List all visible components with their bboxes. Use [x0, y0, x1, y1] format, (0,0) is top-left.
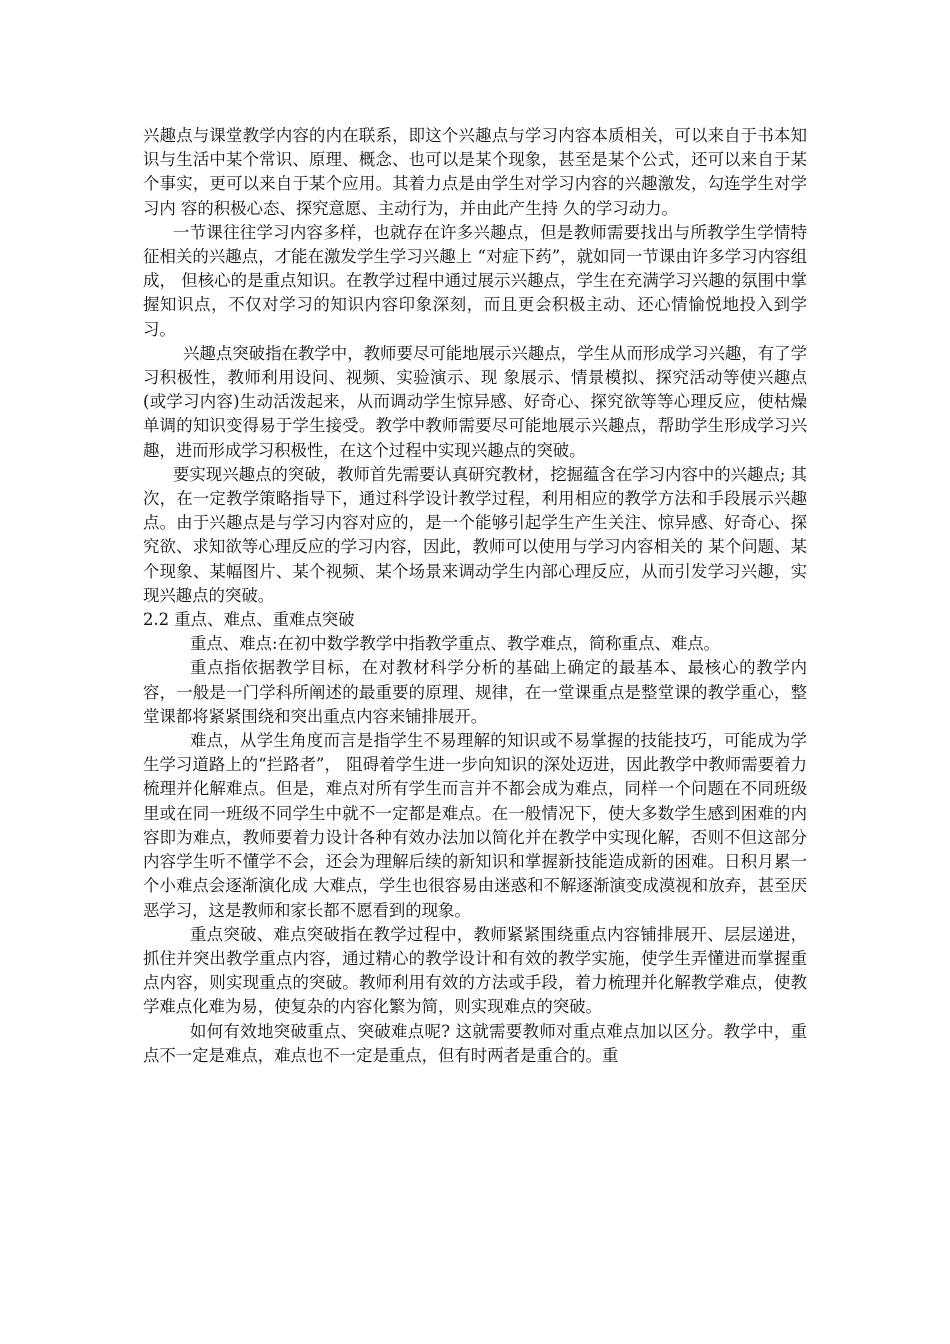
paragraph-breakthrough-definition: 重点突破、难点突破指在教学过程中，教师紧紧围绕重点内容铺排展开、层层递进，抓住并突出教学重点内容，通过精心的教学设计和有效的教学实施，使学生弄懂进而掌握重点内容，则实现重点的突破。教师利用有效的方法或手段，着力梳理并化解教学难点，使教学难点化难为易，使复杂的内容化繁为简，则实现难点的突破。 — [143, 924, 807, 1017]
section-heading: 2.2 重点、难点、重难点突破 — [143, 610, 355, 630]
paragraph-key-points: 重点指依据教学目标，在对教材科学分析的基础上确定的最基本、最核心的教学内容，一般是一门学科所阐述的最重要的原理、规律，在一堂课重点是整堂课的教学重心，整堂课都将紧紧围绕和突出重点内容来铺排展开。 — [143, 658, 807, 726]
paragraph-difficult-points: 难点，从学生角度而言是指学生不易理解的知识或不易掌握的技能技巧，可能成为学生学习道路上的“拦路者”， 阻碍着学生进一步向知识的深处迈进，因此教学中教师需要着力梳理并化解难点。但是，难点对所有学生而言并不都会成为难点，同样一个问题在不同班级里或在同一班级不同学生中就不一定都是难点。在一般情况下，使大多数学生感到困难的内容即为难点，教师要着力设计各种有效办法加以简化并在教学中实现化解，否则不但这部分内容学生听不懂学不会，还会为理解后续的新知识和掌握新技能造成新的困难。日积月累一个小难点会逐渐演化成 大难点，学生也很容易由迷惑和不解逐渐演变成漠视和放弃，甚至厌恶学习，这是教师和家长都不愿看到的现象。 — [143, 731, 807, 920]
paragraph-lesson-interest-points: 一节课往往学习内容多样，也就存在许多兴趣点，但是教师需要找出与所教学生学情特征相关的兴趣点，才能在激发学生学习兴趣上 “对症下药”，就如同一节课由许多学习内容组成， 但核心的是重点知识。在教学过程中通过展示兴趣点，学生在充满学习兴趣的氛围中掌握知识点，不仅对学习的知识内容印象深刻，而且更会积极主动、还心情愉悦地投入到学习。 — [143, 222, 807, 339]
paragraph-interest-point-breakthrough: 兴趣点突破指在教学中，教师要尽可能地展示兴趣点，学生从而形成学习兴趣，有了学习积极性，教师利用设问、视频、实验演示、现 象展示、情景模拟、探究活动等使兴趣点(或学习内容)生动活泼起来，从而调动学生惊异感、好奇心、探究欲等等心理反应，使枯燥单调的知识变得易于学生接受。教学中教师需要尽可能地展示兴趣点，帮助学生形成学习兴趣，进而形成学习积极性，在这个过程中实现兴趣点的突破。 — [143, 343, 807, 460]
paragraph-interest-point-relation: 兴趣点与课堂教学内容的内在联系，即这个兴趣点与学习内容本质相关，可以来自于书本知识与生活中某个常识、原理、概念、也可以是某个现象，甚至是某个公式，还可以来自于某个事实，更可以来自于某个应用。其着力点是由学生对学习内容的兴趣激发，勾连学生对学习内 容的积极心态、探究意愿、主动行为，并由此产生持 久的学习动力。 — [143, 126, 807, 218]
paragraph-achieve-breakthrough: 要实现兴趣点的突破，教师首先需要认真研究教材，挖掘蕴含在学习内容中的兴趣点; 其次，在一定教学策略指导下，通过科学设计教学过程，利用相应的教学方法和手段展示兴趣点。由于兴趣点是与学习内容对应的，是一个能够引起学生产生关注、惊异感、好奇心、探究欲、求知欲等心理反应的学习内容，因此，教师可以使用与学习内容相关的 某个问题、某个现象、某幅图片、某个视频、某个场景来调动学生内部心理反应，从而引发学习兴趣，实现兴趣点的突破。 — [143, 464, 807, 605]
paragraph-key-difficult-definition: 重点、难点:在初中数学教学中指教学重点、教学难点，简称重点、难点。 — [190, 634, 721, 654]
paragraph-how-to-break-through: 如何有效地突破重点、突破难点呢? 这就需要教师对重点难点加以区分。教学中，重点不一定是难点，难点也不一定是重点，但有时两者是重合的。重 — [143, 1021, 807, 1065]
document-body — [143, 124, 807, 1068]
